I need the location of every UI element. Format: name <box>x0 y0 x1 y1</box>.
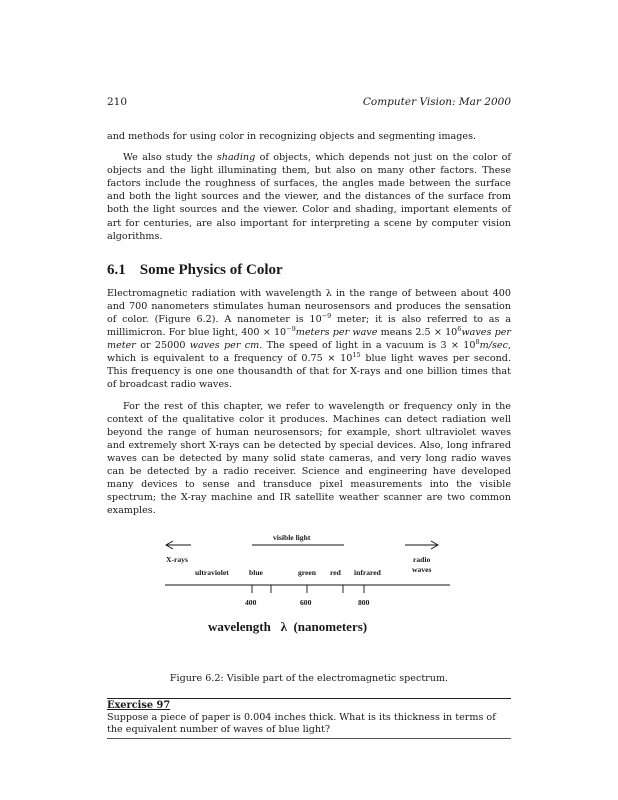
physics-text-7: blue light waves per second. This frequency is one one thousandth of that for X-rays and one billion times that of broadcast radio waves. <box>107 353 511 391</box>
para2-text-a: We also study the <box>123 152 217 164</box>
radio-label: radio <box>413 555 431 565</box>
emphasis: m/sec <box>479 340 508 352</box>
physics-text-5: . The speed of light in a vacuum is 3 × 10 <box>259 340 476 352</box>
physics-text-2: meter; it is also referred to as a millimicron. For blue light, 400 × 10 <box>107 313 511 339</box>
intro-paragraph-2 <box>107 151 511 243</box>
tick-label-800: 800 <box>358 598 370 608</box>
tick-label-400: 400 <box>245 598 257 608</box>
exponent: 15 <box>352 351 361 360</box>
band-ultraviolet: ultraviolet <box>195 568 229 578</box>
section-number: 6.1 <box>107 261 126 278</box>
exponent: −9 <box>321 311 332 320</box>
physics-text-6: , which is equivalent to a frequency of 0.75 × 10 <box>107 340 512 365</box>
exercise-title: Exercise 97 <box>107 700 171 712</box>
para2-text-b: of objects, which depends not just on the color of objects and the light illuminating them, but also on many other factors. These factors include the roughness of surfaces, the angles made between the surface and both the light sources and the viewer, and the distances of the surface from both the light sources and the viewer. Color and shading, important elements of art for centuries, are also important for interpreting a scene by computer vision algorithms. <box>107 152 511 242</box>
band-green: green <box>298 568 316 578</box>
document-page <box>107 96 511 739</box>
physics-paragraph <box>107 287 511 392</box>
page-number: 210 <box>107 96 128 108</box>
figure-caption: Figure 6.2: Visible part of the electromagnetic spectrum. <box>169 673 449 685</box>
physics-text-4: or 25000 <box>135 340 190 352</box>
running-header <box>107 96 511 110</box>
axis-label: wavelength λ (nanometers) <box>208 619 368 635</box>
tick-label-600: 600 <box>300 598 312 608</box>
physics-text-3: means 2.5 × 10 <box>377 327 458 339</box>
spectrum-figure <box>107 531 511 669</box>
shading-emphasis: shading <box>216 152 256 164</box>
exponent: −9 <box>286 324 296 333</box>
emphasis: waves per meter <box>107 327 511 352</box>
section-heading <box>107 261 511 279</box>
intro-paragraph-1: and methods for using color in recognizing objects and segmenting images. <box>107 131 477 142</box>
band-blue: blue <box>249 568 263 578</box>
exponent: 8 <box>475 337 480 346</box>
exercise-bottom-rule <box>107 738 511 739</box>
running-title: Computer Vision: Mar 2000 <box>362 96 511 108</box>
waves-label: waves <box>412 565 432 575</box>
emphasis: waves per cm <box>189 340 260 352</box>
exponent: 6 <box>457 324 462 333</box>
band-red: red <box>330 568 341 578</box>
exercise-box <box>107 698 511 739</box>
band-infrared: infrared <box>354 568 381 578</box>
exercise-body: Suppose a piece of paper is 0.004 inches thick. What is its thickness in terms of the equivalent number of waves of blue light? <box>107 712 496 736</box>
physics-text-1: Electromagnetic radiation with wavelength λ in the range of between about 400 and 700 nanometers stimulates human neurosensors and produces the sensation of color. (Figure 6.2). A nanometer is 10 <box>107 287 511 325</box>
emphasis: meters per wave <box>295 327 378 339</box>
section-title: Some Physics of Color <box>139 261 283 278</box>
context-paragraph: For the rest of this chapter, we refer to wavelength or frequency only in the context of the qualitative color it produces. Machines can detect radiation well beyond the range of human neurosensors; for example, short ultraviolet waves and extremely short X-rays can be detected by special devices. Also, long infrared waves can be detected by many solid state cameras, and very long radio waves can be detected by a radio receiver. Science and engineering have developed many devices to sense and transduce pixel measurements into the visible spectrum; the X-ray machine and IR satellite weather scanner are two common examples. <box>107 400 511 517</box>
x-rays-label: X-rays <box>166 555 188 565</box>
visible-light-label: visible light <box>273 533 311 543</box>
